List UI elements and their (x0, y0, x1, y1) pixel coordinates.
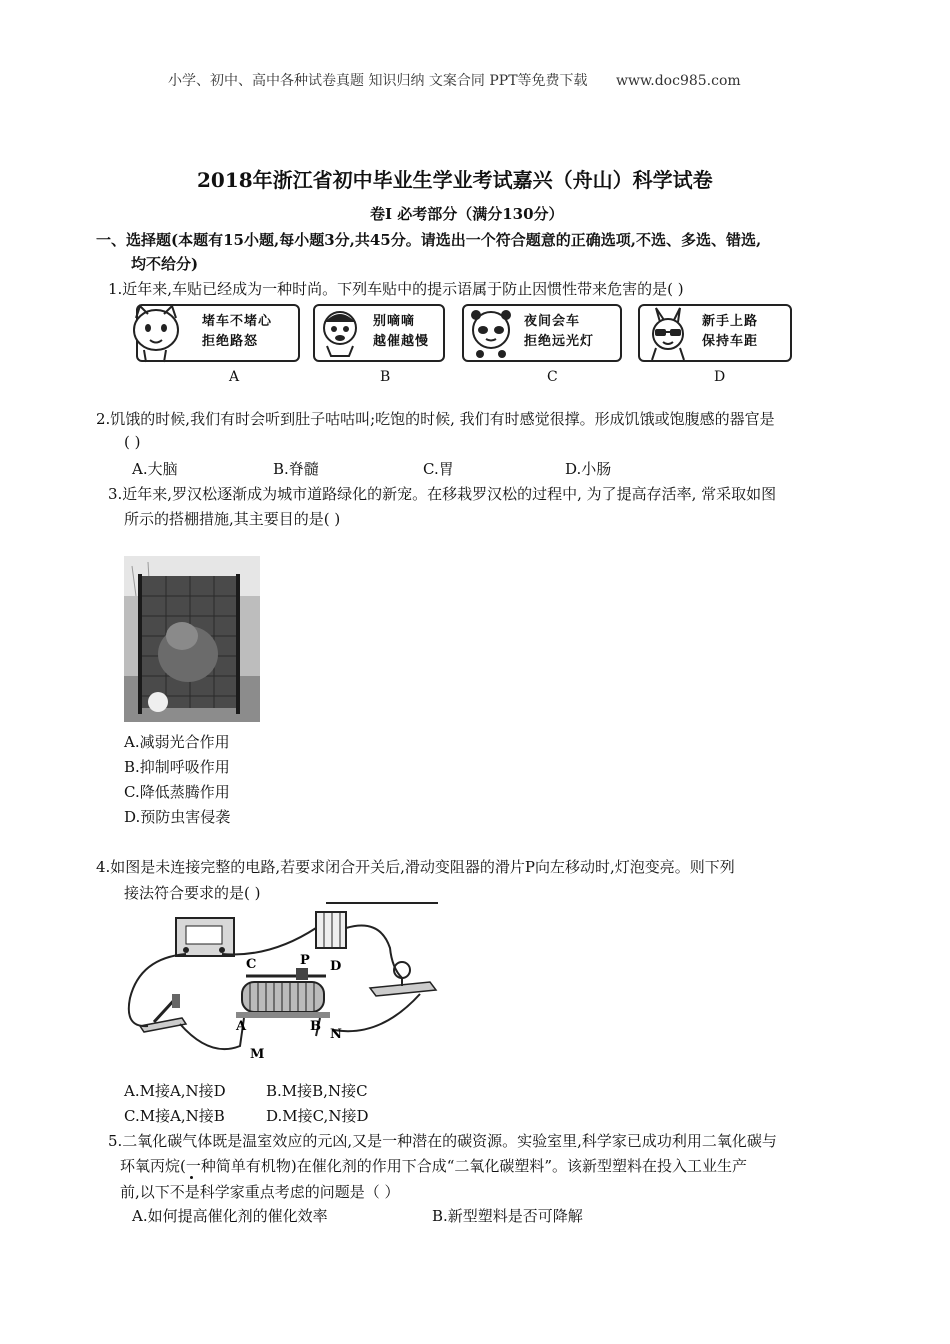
sticker-label-d: D (714, 369, 726, 385)
q5-stem-line3: 前,以下不是科学家重点考虑的问题是（ ） (120, 1183, 400, 1201)
sticker-d (638, 304, 792, 362)
emphasis-dot (190, 1176, 193, 1179)
sticker-a-line2: 拒绝路怒 (202, 334, 259, 349)
sticker-b-text (373, 312, 429, 352)
label-d: D (330, 959, 342, 974)
label-b: B (310, 1019, 321, 1034)
q5-stem-line2: 环氧丙烷(一种简单有机物)在催化剂的作用下合成“二氧化碳塑料”。该新型塑料在投入工业生产 (120, 1157, 748, 1175)
q3-option-c: C.降低蒸腾作用 (124, 783, 230, 801)
q5-option-a: A.如何提高催化剂的催化效率 (132, 1207, 328, 1225)
q4-option-d: D.M接C,N接D (266, 1107, 369, 1125)
q4-stem-line1: 4.如图是未连接完整的电路,若要求闭合开关后,滑动变阻器的滑片P向左移动时,灯泡变亮。则下列 (96, 858, 735, 876)
q2-stem-line2: ( ) (124, 433, 141, 451)
q3-stem-line2: 所示的搭棚措施,其主要目的是( ) (124, 510, 341, 528)
sticker-c-line1: 夜间会车 (524, 314, 581, 329)
sticker-c-line2: 拒绝远光灯 (524, 334, 595, 349)
lamp-icon (370, 962, 436, 996)
q2-option-d: D.小肠 (565, 460, 612, 478)
sticker-a (136, 304, 300, 362)
sticker-d-text (702, 312, 758, 352)
q4-option-a: A.M接A,N接D (124, 1082, 226, 1100)
page-title: 2018年浙江省初中毕业生学业考试嘉兴（舟山）科学试卷 (197, 168, 713, 192)
q2-option-a: A.大脑 (132, 460, 178, 478)
cartoon-cat-icon (126, 300, 186, 364)
q3-option-d: D.预防虫害侵袭 (124, 808, 231, 826)
label-p: P (300, 953, 310, 968)
cartoon-boy-icon (317, 308, 363, 358)
q2-option-b: B.脊髓 (273, 460, 319, 478)
power-supply-icon (176, 918, 234, 956)
q4-option-c: C.M接A,N接B (124, 1107, 225, 1125)
sticker-b-line2: 越催越慢 (373, 334, 430, 349)
sticker-d-line2: 保持车距 (702, 334, 759, 349)
sticker-label-a: A (229, 369, 240, 385)
label-m: M (250, 1047, 265, 1062)
battery-icon (316, 912, 346, 948)
q5-stem-line1: 5.二氧化碳气体既是温室效应的元凶,又是一种潜在的碳资源。实验室里,科学家已成功利用二氧化碳与 (108, 1132, 777, 1150)
sticker-a-line1: 堵车不堵心 (202, 314, 273, 329)
q3-stem-line1: 3.近年来,罗汉松逐渐成为城市道路绿化的新宠。在移栽罗汉松的过程中, 为了提高存活率, 常采取如图 (108, 485, 777, 503)
page-subtitle: 卷Ⅰ 必考部分（满分130分） (370, 205, 564, 223)
q2-stem-line1: 2.饥饿的时候,我们有时会听到肚子咕咕叫;吃饱的时候, 我们有时感觉很撑。形成饥饿或饱腹感的器官是 (96, 410, 775, 428)
sticker-label-b: B (380, 369, 391, 385)
section-heading-line1: 一、选择题(本题有15小题,每小题3分,共45分。请选出一个符合题意的正确选项,不选、多选、错选, (96, 231, 762, 249)
section-heading-line2: 均不给分) (131, 255, 199, 273)
sticker-d-line1: 新手上路 (702, 314, 759, 329)
label-a: A (236, 1019, 247, 1034)
site-header (168, 70, 741, 90)
q1-stem: 1.近年来,车贴已经成为一种时尚。下列车贴中的提示语属于防止因惯性带来危害的是( ) (108, 280, 684, 298)
tree-shade-photo (124, 556, 260, 722)
sticker-c-text (524, 312, 594, 352)
q5-option-b: B.新型塑料是否可降解 (432, 1207, 583, 1225)
q3-option-a: A.减弱光合作用 (124, 733, 230, 751)
sticker-a-text (202, 312, 272, 352)
sticker-label-c: C (547, 369, 558, 385)
rheostat-icon (236, 968, 330, 1018)
label-n: N (330, 1027, 342, 1042)
q3-option-b: B.抑制呼吸作用 (124, 758, 230, 776)
circuit-diagram (120, 898, 440, 1070)
q4-option-b: B.M接B,N接C (266, 1082, 368, 1100)
cartoon-panda-icon (464, 306, 518, 362)
sticker-b (313, 304, 445, 362)
header-text: 小学、初中、高中各种试卷真题 知识归纳 文案合同 PPT等免费下载 (168, 73, 588, 89)
q2-option-c: C.胃 (423, 460, 454, 478)
q4-stem-line2: 接法符合要求的是( ) (124, 884, 261, 902)
sticker-b-line1: 别嘀嘀 (373, 314, 416, 329)
label-c: C (246, 957, 257, 972)
header-url[interactable]: www.doc985.com (615, 73, 741, 89)
sticker-c (462, 304, 622, 362)
cartoon-rabbit-icon (642, 306, 694, 362)
